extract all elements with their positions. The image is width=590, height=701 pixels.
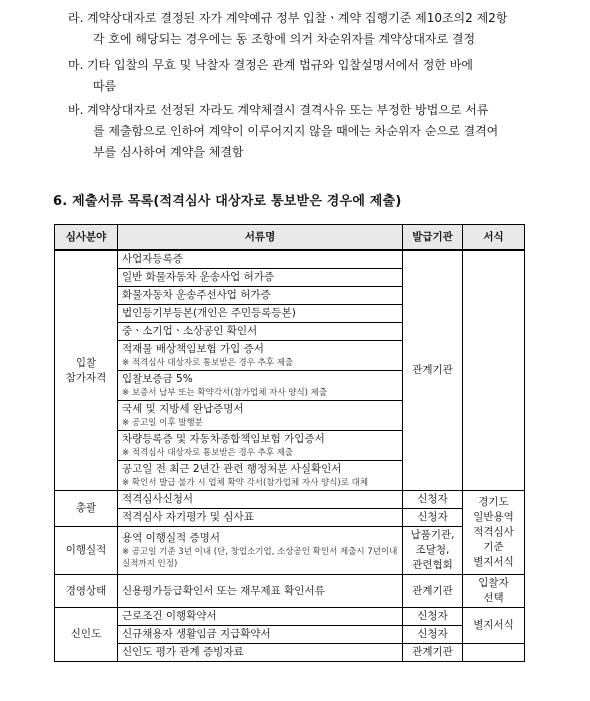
document-cell: 적격심사 자기평가 및 심사표 (118, 509, 403, 527)
document-cell: 신인도 평가 관계 증빙자료 (118, 644, 403, 662)
issuer-cell: 납품기관, 조달청, 관련협회 (403, 527, 463, 575)
header-category: 심사분야 (55, 225, 118, 251)
table-row (55, 509, 525, 527)
clause-ba (68, 100, 548, 163)
document-cell: 근로조건 이행확약서 (118, 608, 403, 626)
clause-line: 부를 심사하여 계약을 체결함 (93, 145, 244, 159)
document-title: 입찰보증금 5% (122, 373, 193, 385)
issuer-cell: 신청자 (403, 509, 463, 527)
table-row (55, 527, 525, 575)
category-general: 총괄 (55, 491, 118, 527)
document-title: 적재물 배상책임보험 가입 증서 (122, 343, 264, 355)
form-cell: 입찰자 선택 (463, 575, 525, 608)
table-row (55, 608, 525, 626)
clause-marker: 라. (68, 11, 84, 25)
clause-ra (68, 8, 548, 50)
issuer-cell: 관계기관 (403, 644, 463, 662)
form-cell: 경기도 일반용역 적격심사 기준 별지서식 (463, 491, 525, 575)
category-management: 경영상태 (55, 575, 118, 608)
document-title: 용역 이행실적 증명서 (122, 532, 220, 544)
header-document: 서류명 (118, 225, 403, 251)
document-cell: 사업자등록증 (118, 250, 403, 269)
clause-line: 따름 (93, 79, 117, 93)
table-row (55, 626, 525, 644)
document-cell: 법인등기부등본(개인은 주민등록등본) (118, 305, 403, 323)
document-cell: 신규채용자 생활임금 지급확약서 (118, 626, 403, 644)
document-note: ※ 확인서 발급 불가 시 업체 확약 각서(참가업체 자사 양식)로 대체 (122, 478, 369, 488)
category-performance: 이행실적 (55, 527, 118, 575)
document-cell: 신용평가등급확인서 또는 재무제표 확인서류 (118, 575, 403, 608)
documents-table (54, 224, 525, 662)
document-cell (118, 461, 403, 491)
document-cell: 화물자동차 운송주선사업 허가증 (118, 287, 403, 305)
document-cell: 중ㆍ소기업ㆍ소상공인 확인서 (118, 323, 403, 341)
category-credibility: 신인도 (55, 608, 118, 662)
header-form: 서식 (463, 225, 525, 251)
table-row (55, 644, 525, 662)
clause-line: 계약상대자로 선정된 자라도 계약체결시 결격사유 또는 부정한 방법으로 서류 (87, 103, 489, 117)
form-cell-empty (463, 644, 525, 662)
clause-line: 계약상대자로 결정된 자가 계약예규 정부 입찰ㆍ계약 집행기준 제10조의2 제2항 (87, 11, 508, 25)
issuer-cell: 신청자 (403, 626, 463, 644)
document-note: ※ 적격심사 대상자로 통보받은 경우 추후 제출 (122, 448, 294, 458)
clause-ma (68, 55, 548, 97)
form-cell-empty (463, 250, 525, 491)
section-title: 6. 제출서류 목록(적격심사 대상자로 통보받은 경우에 제출) (53, 194, 402, 209)
document-note: ※ 적격심사 대상자로 통보받은 경우 추후 제출 (122, 358, 294, 368)
header-issuer: 발급기관 (403, 225, 463, 251)
document-note: ※ 보증서 납부 또는 확약각서(참가업체 자사 양식) 제출 (122, 388, 328, 398)
document-cell (118, 527, 403, 575)
table-header-row (55, 225, 525, 251)
document-title: 공고일 전 최근 2년간 관련 행정처분 사실확인서 (122, 463, 342, 475)
document-note: ※ 공고일 기준 3년 이내 (단, 창업소기업, 소상공인 확인서 제출시 7년이내 실적까지 인정) (122, 547, 398, 569)
document-cell: 적격심사신청서 (118, 491, 403, 509)
table-row (55, 575, 525, 608)
document-cell (118, 431, 403, 461)
document-note: ※ 공고일 이후 발행분 (122, 418, 203, 428)
document-cell (118, 371, 403, 401)
document-title: 차량등록증 및 자동차종합책임보험 가입증서 (122, 433, 325, 445)
document-cell (118, 341, 403, 371)
issuer-cell: 관계기관 (403, 575, 463, 608)
clause-line: 각 호에 해당되는 경우에는 동 조항에 의거 차순위자를 계약상대자로 결정 (93, 32, 476, 46)
category-bid-qualification: 입찰 참가자격 (55, 250, 118, 491)
document-cell (118, 401, 403, 431)
issuer-cell: 신청자 (403, 608, 463, 626)
clause-marker: 마. (68, 58, 84, 72)
clause-line: 를 제출함으로 인하여 계약이 이루어지지 않을 때에는 차순위자 순으로 결격여 (93, 124, 499, 138)
table-row (55, 491, 525, 509)
issuer-cell: 신청자 (403, 491, 463, 509)
clause-line: 기타 입찰의 무효 및 낙찰자 결정은 관계 법규와 입찰설명서에서 정한 바에 (87, 58, 473, 72)
issuer-cell: 관계기관 (403, 250, 463, 491)
document-cell: 일반 화물자동차 운송사업 허가증 (118, 269, 403, 287)
document-title: 국세 및 지방세 완납증명서 (122, 403, 244, 415)
form-cell: 별지서식 (463, 608, 525, 644)
clause-marker: 바. (68, 103, 84, 117)
table-row (55, 250, 525, 269)
